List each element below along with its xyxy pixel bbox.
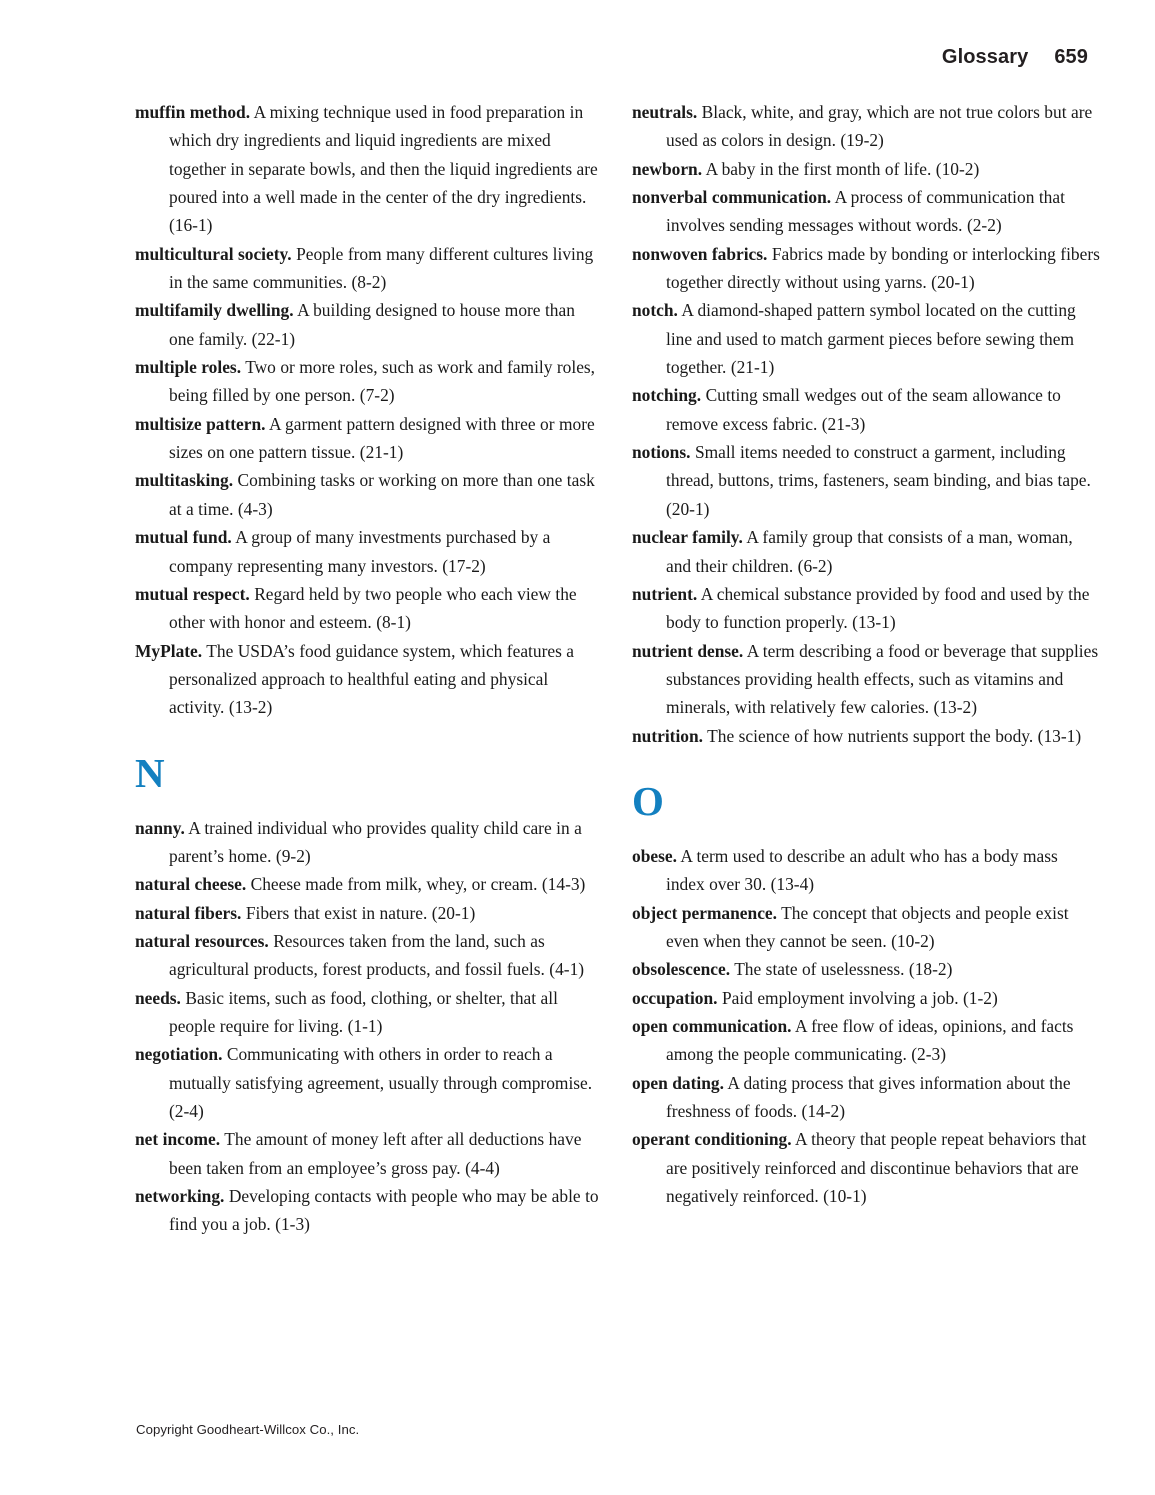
glossary-term: multiple roles. [135,357,242,378]
glossary-entry [632,722,1100,750]
glossary-term: muffin method. [135,102,251,122]
glossary-entry [632,523,1100,580]
glossary-entry [135,296,603,353]
glossary-term: notch. [632,300,678,321]
glossary-entry [632,438,1100,523]
letter-heading-spacer [135,722,603,753]
glossary-term: multisize pattern. [135,413,266,434]
glossary-term: open communication. [632,1015,792,1036]
glossary-definition: Cutting small wedges out of the seam allowance to remove excess fabric. (21-3) [666,385,1061,434]
glossary-entry [135,410,603,467]
footer-copyright: Copyright Goodheart-Willcox Co., Inc. [136,1422,360,1437]
glossary-definition: Communicating with others in order to reach a mutually satisfying agreement, usually through compromise. (2-4) [169,1044,593,1121]
glossary-term: mutual respect. [135,583,250,604]
glossary-definition: A building designed to house more than one family. (22-1) [169,300,575,349]
glossary-term: operant conditioning. [632,1129,792,1150]
glossary-definition: Fabrics made by bonding or interlocking fibers together directly without using yarns. (20-1) [666,243,1100,293]
glossary-columns [135,98,1100,1239]
running-head [942,46,1088,69]
glossary-term: negotiation. [135,1044,223,1065]
glossary-term: notions. [632,442,691,463]
glossary-term: multifamily dwelling. [135,300,294,321]
glossary-entry [135,1182,603,1239]
glossary-term: nanny. [135,817,185,838]
glossary-entry [632,842,1100,899]
glossary-term: natural cheese. [135,874,247,895]
glossary-definition: Black, white, and gray, which are not true colors but are used as colors in design. (19-2) [666,102,1093,151]
glossary-definition: A free flow of ideas, opinions, and facts among the people communicating. (2-3) [666,1015,1074,1065]
glossary-entry [632,155,1100,183]
glossary-entry [632,899,1100,956]
glossary-column-right [632,98,1100,1239]
glossary-definition: A group of many investments purchased by a company representing many investors. (17-2) [169,527,551,576]
glossary-definition: The concept that objects and people exist even when they cannot be seen. (10-2) [666,902,1069,951]
page-number: 659 [1054,46,1088,68]
glossary-term: open dating. [632,1072,724,1093]
glossary-term: mutual fund. [135,527,232,548]
glossary-entry [135,466,603,523]
glossary-definition: A trained individual who provides quality child care in a parent’s home. (9-2) [169,817,582,866]
glossary-term: needs. [135,987,181,1008]
glossary-definition: A garment pattern designed with three or more sizes on one pattern tissue. (21-1) [169,413,595,463]
glossary-term: nutrient. [632,583,698,604]
glossary-entry [632,580,1100,637]
glossary-definition: Cheese made from milk, whey, or cream. (14-3) [250,874,586,895]
glossary-definition: The state of uselessness. (18-2) [734,959,953,980]
glossary-column-left [135,98,603,1239]
glossary-definition: Regard held by two people who each view the other with honor and esteem. (8-1) [169,583,577,633]
glossary-definition: A baby in the first month of life. (10-2) [705,158,980,179]
glossary-definition: Basic items, such as food, clothing, or shelter, that all people require for living. (1-1) [169,987,558,1036]
glossary-term: natural fibers. [135,902,242,923]
glossary-term: net income. [135,1129,221,1150]
glossary-entry [632,183,1100,240]
glossary-definition: Fibers that exist in nature. (20-1) [245,902,476,923]
glossary-term: object permanence. [632,902,777,923]
glossary-entry [632,296,1100,381]
glossary-definition: The amount of money left after all deductions have been taken from an employee’s gross pay. (4-4) [169,1129,582,1178]
letter-heading-o: O [632,777,664,824]
glossary-definition: Two or more roles, such as work and family roles, being filled by one person. (7-2) [169,357,596,406]
glossary-entry [135,523,603,580]
letter-heading-n: N [135,749,165,796]
glossary-definition: A theory that people repeat behaviors that are positively reinforced and discontinue behaviors that are negatively reinforced. (10-1) [666,1129,1087,1207]
letter-heading-spacer [135,794,603,814]
glossary-definition: The science of how nutrients support the body. (13-1) [707,725,1082,746]
glossary-definition: People from many different cultures living in the same communities. (8-2) [169,243,594,293]
glossary-definition: A term used to describe an adult who has a body mass index over 30. (13-4) [666,845,1058,895]
glossary-term: notching. [632,385,702,406]
glossary-definition: Developing contacts with people who may be able to find you a job. (1-3) [169,1186,599,1235]
glossary-term: MyPlate. [135,640,203,661]
glossary-definition: A mixing technique used in food preparation in which dry ingredients and liquid ingredients are mixed together in separate bowls, and then the liquid ingredients are poured into a well made in the center of the dry ingredients. (16-1) [169,102,598,236]
glossary-entry [632,1069,1100,1126]
glossary-term: nonwoven fabrics. [632,243,768,264]
glossary-definition: A chemical substance provided by food and used by the body to function properly. (13-1) [666,583,1090,633]
glossary-definition: A dating process that gives information about the freshness of foods. (14-2) [666,1072,1071,1121]
glossary-term: neutrals. [632,102,698,122]
glossary-term: networking. [135,1186,225,1207]
glossary-term: obese. [632,845,677,866]
letter-heading-spacer [632,822,1100,842]
glossary-term: multitasking. [135,470,234,491]
glossary-definition: A process of communication that involves sending messages without words. (2-2) [666,187,1065,236]
glossary-definition: Small items needed to construct a garment, including thread, buttons, trims, fasteners, seam binding, and bias tape. (20-1) [666,442,1091,519]
glossary-entry [632,955,1100,983]
glossary-entry [135,1040,603,1125]
glossary-term: occupation. [632,987,718,1008]
glossary-entry [135,98,603,240]
glossary-entry [632,637,1100,722]
glossary-entry [135,1125,603,1182]
glossary-term: nonverbal communication. [632,187,832,208]
glossary-term: obsolescence. [632,959,731,980]
glossary-definition: Combining tasks or working on more than one task at a time. (4-3) [169,470,595,519]
glossary-definition: A diamond-shaped pattern symbol located on the cutting line and used to match garment pieces before sewing them together. (21-1) [666,300,1076,378]
running-head-label: Glossary [941,46,1029,68]
glossary-entry [135,814,603,871]
glossary-definition: The USDA’s food guidance system, which features a personalized approach to healthful eating and physical activity. (13-2) [169,640,575,718]
glossary-entry [632,1012,1100,1069]
glossary-entry [135,984,603,1041]
glossary-entry [632,381,1100,438]
letter-heading-spacer [632,750,1100,781]
glossary-term: nuclear family. [632,527,743,548]
glossary-entry [135,240,603,297]
glossary-entry [135,637,603,722]
glossary-term: nutrient dense. [632,640,744,661]
glossary-entry [135,899,603,927]
glossary-entry [632,984,1100,1012]
glossary-term: natural resources. [135,930,269,951]
glossary-definition: A term describing a food or beverage that supplies substances providing health effects, such as vitamins and minerals, with relatively few calories. (13-2) [666,640,1099,718]
glossary-definition: Resources taken from the land, such as agricultural products, forest products, and fossil fuels. (4-1) [169,930,585,980]
glossary-entry [632,98,1100,155]
glossary-entry [135,870,603,898]
glossary-term: nutrition. [632,725,704,746]
glossary-entry [135,927,603,984]
glossary-definition: A family group that consists of a man, woman, and their children. (6-2) [666,527,1073,576]
glossary-entry [135,580,603,637]
glossary-entry [632,240,1100,297]
glossary-term: newborn. [632,158,703,179]
glossary-term: multicultural society. [135,243,292,264]
glossary-entry [632,1125,1100,1210]
glossary-entry [135,353,603,410]
glossary-definition: Paid employment involving a job. (1-2) [721,987,998,1008]
